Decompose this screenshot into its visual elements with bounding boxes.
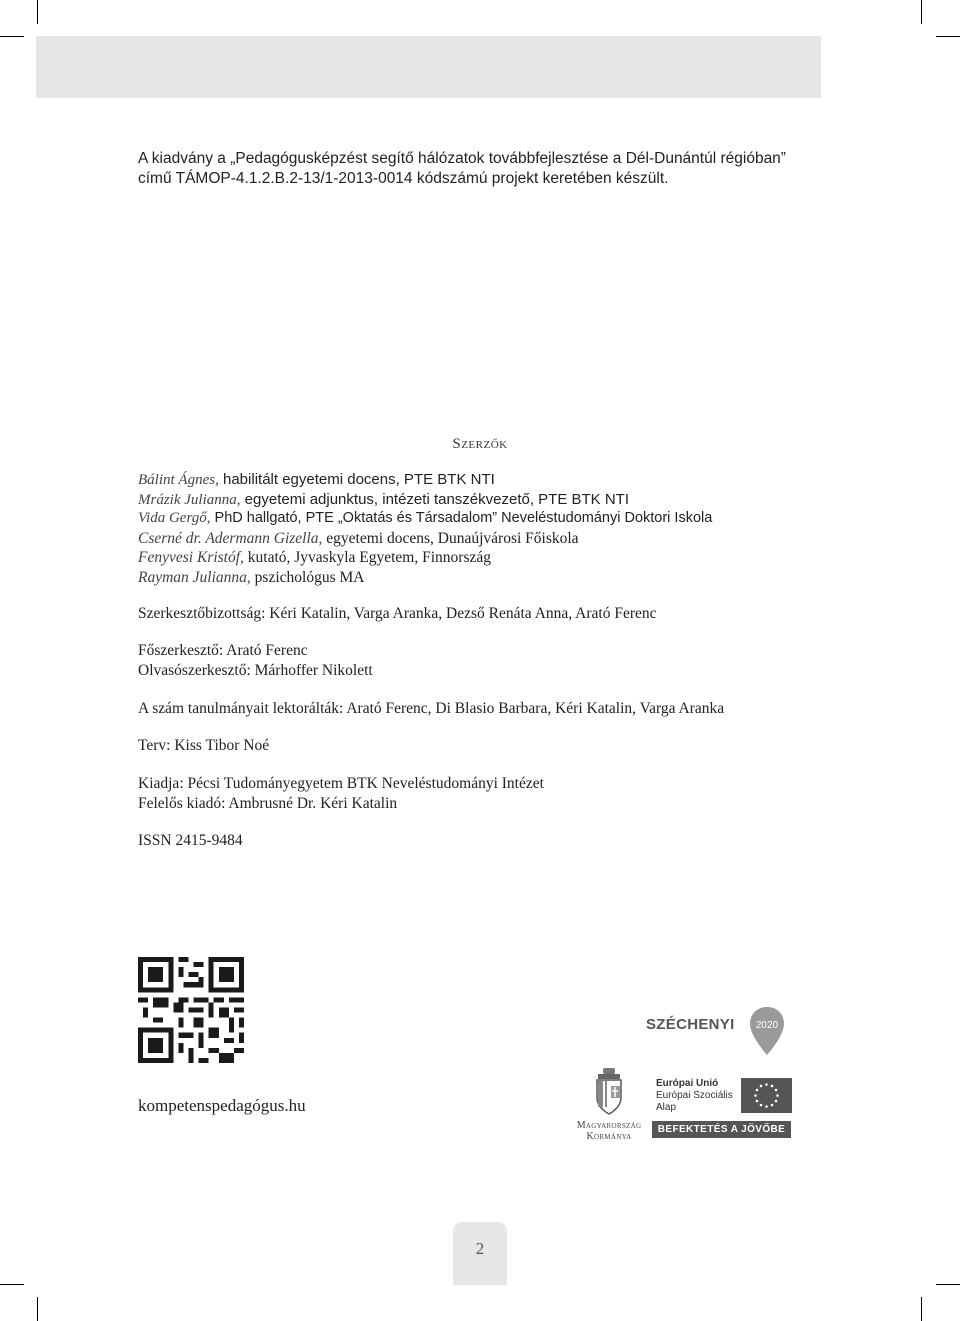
crop-mark — [0, 36, 24, 37]
eu-flag-icon — [741, 1078, 792, 1113]
szechenyi-logo — [646, 1006, 786, 1058]
authors-heading — [0, 436, 960, 453]
editors — [138, 641, 858, 680]
header-band — [36, 36, 821, 98]
design-credit-text: Terv: Kiss Tibor Noé — [138, 737, 270, 754]
szechenyi-text: SZÉCHENYI — [646, 1016, 735, 1033]
author-name: Vida Gergő, — [138, 510, 211, 527]
szechenyi-year: 2020 — [755, 1020, 779, 1031]
eu-star-icon — [765, 1083, 768, 1086]
copy-editor: Olvasószerkesztő: Márhoffer Nikolett — [138, 661, 373, 679]
qr-code-icon[interactable] — [138, 957, 244, 1063]
issn — [138, 831, 858, 851]
author-role: pszichológus MA — [250, 568, 365, 586]
crop-mark — [936, 1284, 960, 1285]
crop-mark — [0, 1284, 24, 1285]
project-notice-line: A kiadvány a „Pedagógusképzést segítő hálózatok továbbfejlesztése a Dél-Dunántúl régióban” — [138, 150, 786, 167]
crop-mark — [37, 0, 38, 24]
government-label — [566, 1120, 652, 1142]
eu-star-icon — [771, 1085, 774, 1088]
eu-fund-label — [656, 1078, 733, 1114]
publisher-info — [138, 774, 858, 813]
author-entry — [138, 548, 858, 568]
location-pin-icon — [748, 1006, 786, 1056]
eu-star-icon — [771, 1104, 774, 1107]
website-link[interactable]: kompetenspedagógus.hu — [138, 1096, 306, 1115]
author-entry — [138, 470, 858, 490]
reviewers — [138, 699, 858, 719]
publisher: Kiadja: Pécsi Tudományegyetem BTK Neveléstudományi Intézet — [138, 775, 544, 792]
author-role: egyetemi docens, Dunaújvárosi Főiskola — [322, 529, 579, 547]
project-notice — [138, 149, 838, 189]
crop-mark — [37, 1297, 38, 1321]
reviewers-text: A szám tanulmányait lektorálták: Arató Ferenc, Di Blasio Barbara, Kéri Katalin, Varga Aranka — [138, 700, 725, 717]
government-label-line: Magyarország — [576, 1120, 642, 1131]
author-name: Rayman Julianna, — [138, 568, 251, 586]
responsible-publisher: Felelős kiadó: Ambrusné Dr. Kéri Katalin — [138, 794, 398, 812]
crop-mark — [921, 1297, 922, 1321]
eu-fund-text: Európai Szociális — [656, 1090, 733, 1101]
page-number: 2 — [453, 1222, 507, 1285]
authors-heading-text: Szerzők — [452, 436, 508, 452]
eu-star-icon — [765, 1105, 768, 1108]
project-notice-line: című TÁMOP-4.1.2.B.2-13/1-2013-0014 kódszámú projekt keretében készült. — [138, 170, 669, 187]
author-role: egyetemi adjunktus, intézeti tanszékvezető, PTE BTK NTI — [240, 490, 630, 508]
author-role: habilitált egyetemi docens, PTE BTK NTI — [218, 471, 495, 488]
eu-star-icon — [775, 1089, 778, 1092]
author-name: Cserné dr. Adermann Gizella, — [138, 529, 323, 547]
eu-star-icon — [754, 1094, 757, 1097]
author-list — [138, 470, 858, 588]
issn-text: ISSN 2415-9484 — [138, 832, 243, 849]
author-entry — [138, 509, 858, 529]
author-entry — [138, 490, 858, 510]
eu-star-icon — [760, 1104, 763, 1107]
author-role: PhD hallgató, PTE „Oktatás és Társadalom” Neveléstudományi Doktori Iskola — [210, 510, 713, 527]
editorial-board — [138, 604, 858, 624]
crop-mark — [921, 0, 922, 24]
author-entry — [138, 568, 858, 588]
eu-union-text: Európai Unió — [656, 1078, 719, 1089]
author-entry — [138, 529, 858, 549]
design-credit — [138, 736, 858, 756]
eu-star-icon — [756, 1100, 759, 1103]
crop-mark — [936, 36, 960, 37]
eu-star-icon — [756, 1089, 759, 1092]
investment-slogan: BEFEKTETÉS A JÖVŐBE — [652, 1121, 791, 1138]
eu-star-icon — [775, 1100, 778, 1103]
eu-star-icon — [760, 1085, 763, 1088]
government-label-line: Kormánya — [586, 1131, 632, 1142]
editorial-board-text: Szerkesztőbizottság: Kéri Katalin, Varga Aranka, Dezső Renáta Anna, Arató Ferenc — [138, 605, 657, 622]
author-name: Mrázik Julianna, — [138, 491, 241, 508]
eu-star-icon — [776, 1094, 779, 1097]
author-name: Bálint Ágnes, — [138, 472, 219, 488]
author-role: kutató, Jyvaskyla Egyetem, Finnország — [243, 549, 491, 567]
chief-editor: Főszerkesztő: Arató Ferenc — [138, 642, 308, 659]
coat-of-arms-icon — [592, 1068, 626, 1118]
eu-fund-text: Alap — [656, 1102, 677, 1113]
author-name: Fenyvesi Kristóf, — [138, 549, 244, 567]
